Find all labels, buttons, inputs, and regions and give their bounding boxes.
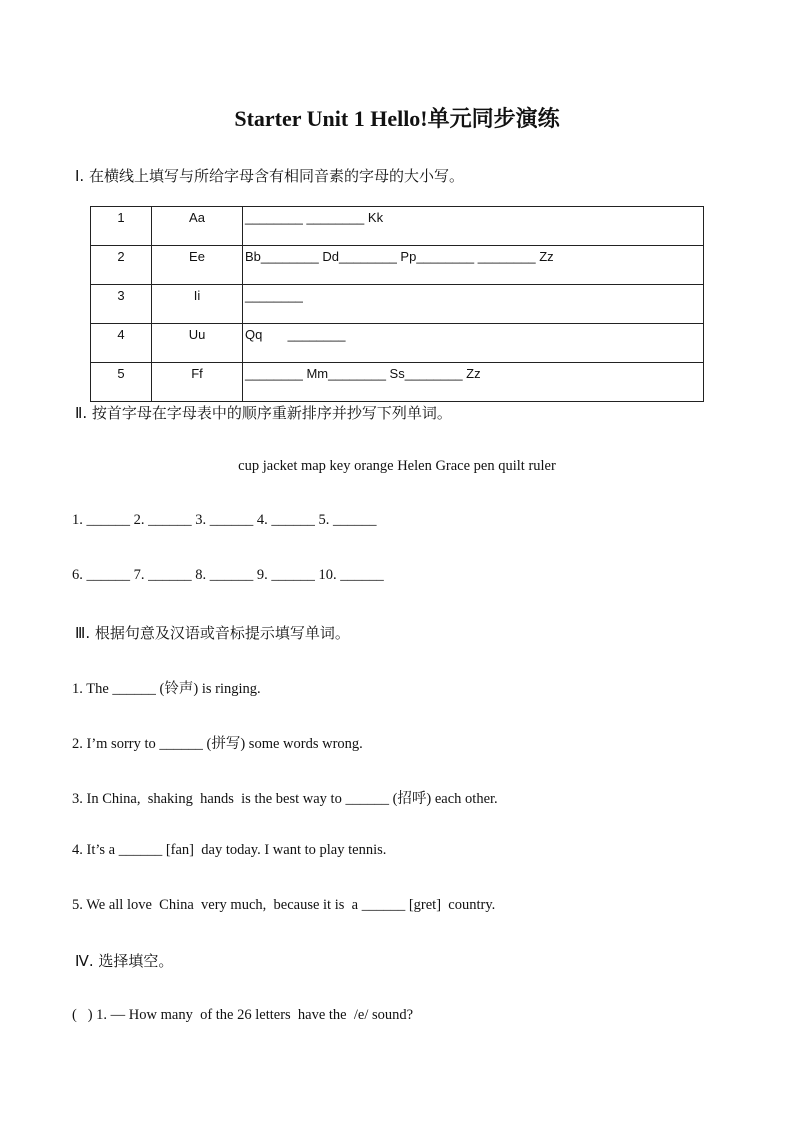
row-letter: Ee bbox=[152, 246, 243, 285]
fill-in-item[interactable]: 5. We all love China very much, because it is a ______ [gret] country. bbox=[72, 897, 496, 913]
page-title: Starter Unit 1 Hello!单元同步演练 bbox=[234, 106, 560, 131]
row-letter: Uu bbox=[152, 324, 243, 363]
fill-in-item[interactable]: 4. It’s a ______ [fan] day today. I want to play tennis. bbox=[72, 842, 387, 858]
row-number: 4 bbox=[91, 324, 152, 363]
row-letter: Ff bbox=[152, 363, 243, 402]
table-row bbox=[91, 207, 704, 246]
row-number: 2 bbox=[91, 246, 152, 285]
section-1-heading: Ⅰ. 在横线上填写与所给字母含有相同音素的字母的大小写。 bbox=[75, 167, 464, 185]
letter-table bbox=[90, 206, 704, 402]
fill-in-item[interactable]: 1. The ______ (铃声) is ringing. bbox=[72, 681, 261, 697]
fill-in-item[interactable]: 2. I’m sorry to ______ (拼写) some words wrong. bbox=[72, 736, 363, 752]
row-number: 3 bbox=[91, 285, 152, 324]
fill-in-item[interactable]: 3. In China, shaking hands is the best way to ______ (招呼) each other. bbox=[72, 791, 498, 807]
row-number: 1 bbox=[91, 207, 152, 246]
section-2-heading: Ⅱ. 按首字母在字母表中的顺序重新排序并抄写下列单词。 bbox=[75, 404, 452, 422]
section-4-heading: Ⅳ. 选择填空。 bbox=[75, 952, 174, 970]
word-list: cup jacket map key orange Helen Grace pen quilt ruler bbox=[238, 458, 556, 474]
table-row bbox=[91, 363, 704, 402]
row-answer-blanks[interactable]: ________ ________ Kk bbox=[243, 207, 704, 246]
row-answer-blanks[interactable]: Qq ________ bbox=[243, 324, 704, 363]
section-3-heading: Ⅲ. 根据句意及汉语或音标提示填写单词。 bbox=[75, 624, 350, 642]
answer-line-1[interactable]: 1. ______ 2. ______ 3. ______ 4. ______ 5. ______ bbox=[72, 512, 377, 528]
row-answer-blanks[interactable]: ________ Mm________ Ss________ Zz bbox=[243, 363, 704, 402]
table-row bbox=[91, 324, 704, 363]
table-row bbox=[91, 246, 704, 285]
row-letter: Ii bbox=[152, 285, 243, 324]
table-row bbox=[91, 285, 704, 324]
answer-line-2[interactable]: 6. ______ 7. ______ 8. ______ 9. ______ 10. ______ bbox=[72, 567, 384, 583]
row-answer-blanks[interactable]: Bb________ Dd________ Pp________ ________ Zz bbox=[243, 246, 704, 285]
row-answer-blanks[interactable]: ________ bbox=[243, 285, 704, 324]
choice-question[interactable]: ( ) 1. — How many of the 26 letters have the /e/ sound? bbox=[72, 1007, 414, 1023]
row-number: 5 bbox=[91, 363, 152, 402]
row-letter: Aa bbox=[152, 207, 243, 246]
